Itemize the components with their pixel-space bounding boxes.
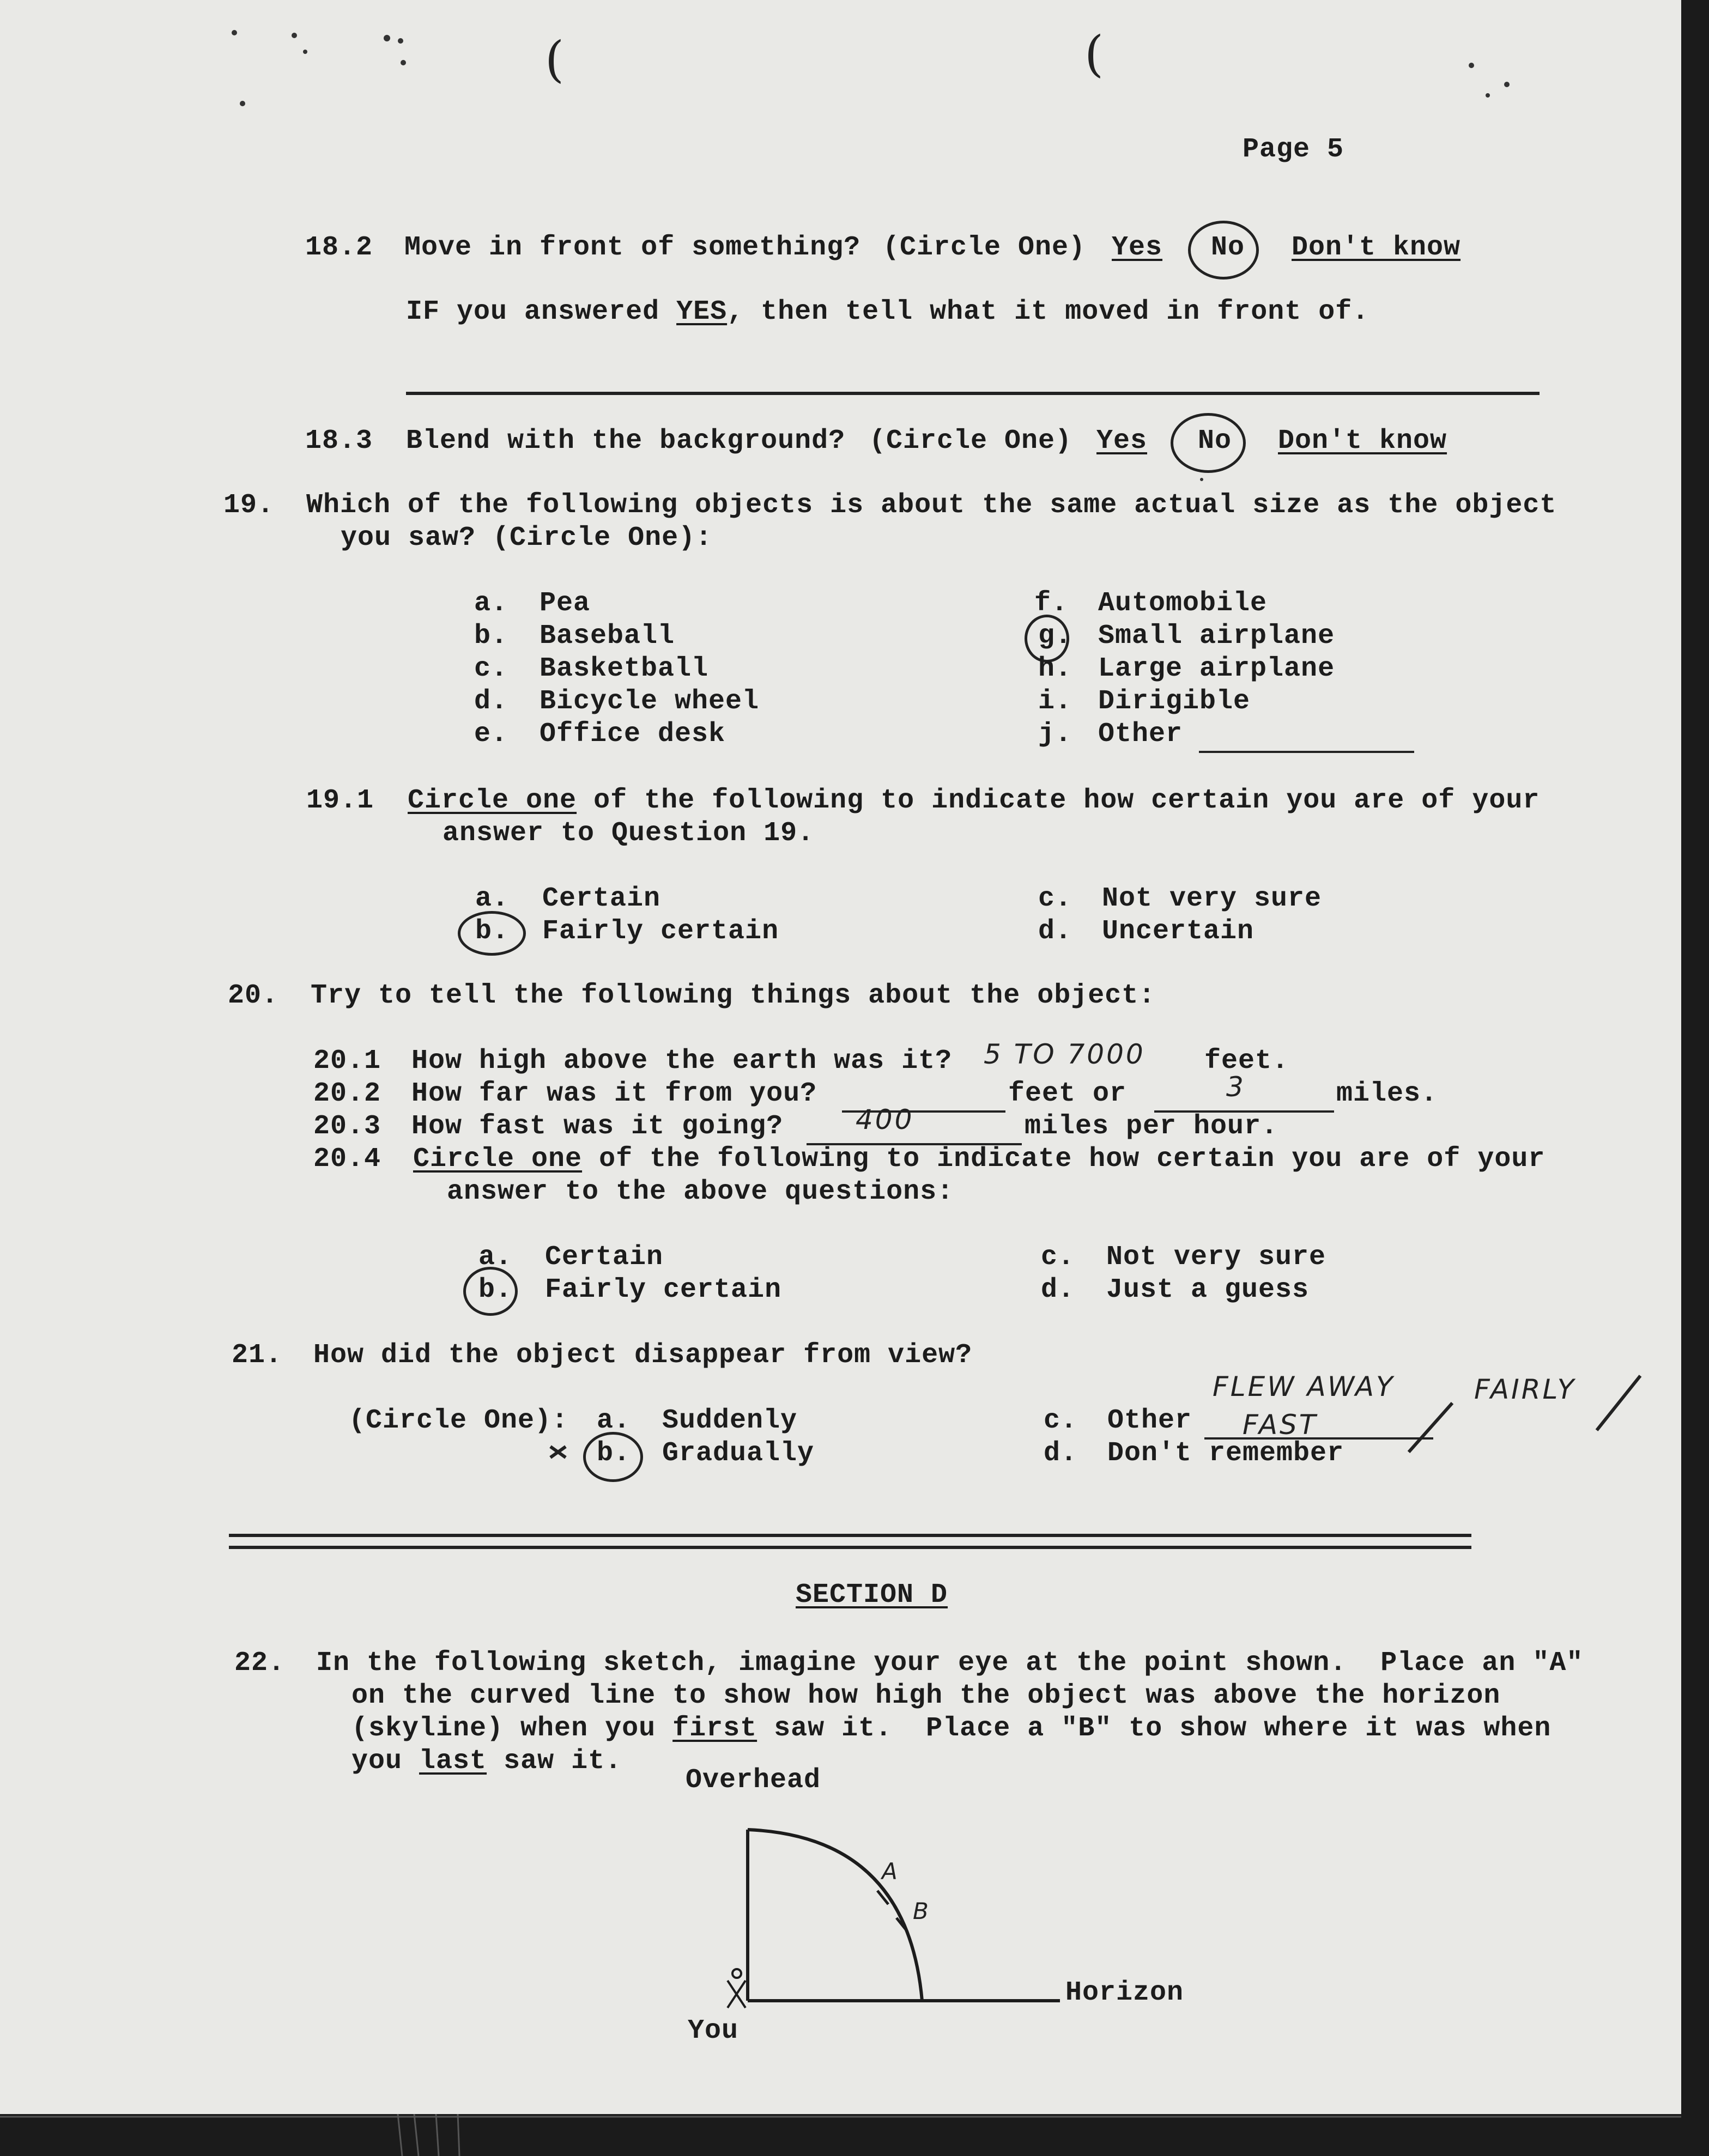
q18-2-option-yes[interactable]: Yes: [1112, 232, 1163, 263]
you-figure-head: [732, 1969, 741, 1978]
q22-line2: on the curved line to show how high the object was above the horizon: [352, 1680, 1501, 1711]
q20-4-letter-c: c.: [1041, 1242, 1075, 1273]
q19-option-baseball[interactable]: Baseball: [540, 621, 675, 652]
q19-1-line1: [408, 785, 1540, 817]
q22-line3-a: (skyline) when you: [352, 1713, 673, 1744]
page-number: Page 5: [1243, 134, 1344, 165]
q22-number: 22.: [234, 1648, 286, 1679]
q20-2-number: 20.2: [313, 1078, 381, 1109]
q19-option-other[interactable]: Other: [1098, 719, 1183, 750]
sketch-mark-b[interactable]: B: [913, 1898, 931, 1924]
q22-first: first: [672, 1713, 757, 1744]
q20-3-number: 20.3: [313, 1111, 381, 1142]
q19-option-bicycle-wheel[interactable]: Bicycle wheel: [540, 686, 760, 717]
q22-line4-you: you: [352, 1746, 420, 1777]
q21-letter-a: a.: [597, 1405, 631, 1436]
sketch-overhead-label: Overhead: [686, 1765, 821, 1796]
q20-4-option-just-a-guess[interactable]: Just a guess: [1106, 1274, 1310, 1305]
q19-option-pea[interactable]: Pea: [540, 588, 591, 619]
q20-4-number: 20.4: [313, 1144, 381, 1175]
q20-4-letter-d: d.: [1041, 1274, 1075, 1305]
q18-2-followup-prefix: IF you answered: [406, 296, 677, 327]
q20-4-line1: [413, 1143, 1545, 1176]
q18-3-option-no[interactable]: No: [1198, 426, 1232, 457]
q19-line2: you saw? (Circle One):: [341, 523, 713, 554]
q19-1-circle-one: Circle one: [408, 785, 577, 816]
q18-2-option-dont-know[interactable]: Don't know: [1292, 232, 1461, 263]
scan-mark-right: (: [1084, 26, 1104, 83]
q21-option-suddenly[interactable]: Suddenly: [662, 1405, 798, 1436]
q18-2-selection-circle: [1188, 221, 1259, 280]
q19-1-selection-circle: [458, 911, 526, 956]
q19-1-option-certain[interactable]: Certain: [542, 883, 661, 914]
q20-4-option-certain[interactable]: Certain: [545, 1242, 664, 1273]
q21-option-other[interactable]: Other: [1107, 1405, 1192, 1436]
q19-letter-f: f.: [1034, 588, 1069, 619]
q19-1-letter-a: a.: [475, 883, 510, 914]
q19-option-office-desk[interactable]: Office desk: [540, 719, 726, 750]
q20-3-answer[interactable]: 400: [856, 1104, 914, 1135]
q19-1-letter-d: d.: [1038, 916, 1072, 947]
q21-letter-b: b.: [597, 1438, 631, 1469]
q19-option-dirigible[interactable]: Dirigible: [1098, 686, 1251, 717]
q20-1-unit: feet.: [1204, 1046, 1289, 1077]
q18-2-instruction: (Circle One): [883, 232, 1086, 263]
q21-option-gradually[interactable]: Gradually: [662, 1438, 815, 1469]
sketch-you-label: You: [688, 2015, 739, 2046]
q19-option-large-airplane[interactable]: Large airplane: [1098, 653, 1335, 684]
q21-instruction: (Circle One):: [349, 1405, 569, 1436]
q21-other-answer-line2[interactable]: FAST: [1243, 1409, 1318, 1441]
q18-2-number: 18.2: [305, 232, 373, 263]
q19-option-basketball[interactable]: Basketball: [540, 653, 709, 684]
q21-text: How did the object disappear from view?: [313, 1340, 973, 1371]
q22-line3: [352, 1712, 1551, 1745]
q19-option-small-airplane[interactable]: Small airplane: [1098, 621, 1335, 652]
section-d-title: SECTION D: [796, 1580, 948, 1611]
q18-3-option-dont-know[interactable]: Don't know: [1278, 426, 1447, 457]
q18-2-followup-suffix: , then tell what it moved in front of.: [727, 296, 1369, 327]
q19-line1: Which of the following objects is about the same actual size as the object: [306, 490, 1557, 521]
sketch-mark-a[interactable]: A: [882, 1858, 900, 1885]
q18-2-followup: [406, 296, 1369, 329]
q19-letter-h: h.: [1038, 653, 1072, 684]
q19-option-automobile[interactable]: Automobile: [1098, 588, 1268, 619]
q22-line4: [352, 1745, 622, 1778]
q19-1-line2: answer to Question 19.: [443, 818, 815, 849]
q21-other-answer-extra[interactable]: FAIRLY: [1474, 1374, 1577, 1405]
q20-number: 20.: [228, 980, 279, 1011]
q19-number: 19.: [223, 490, 275, 521]
scan-mark-left: (: [545, 31, 565, 88]
q19-1-option-fairly-certain[interactable]: Fairly certain: [542, 916, 779, 947]
q20-4-circle-one: Circle one: [413, 1144, 583, 1175]
q20-1-number: 20.1: [313, 1046, 381, 1077]
q20-text: Try to tell the following things about the object:: [311, 980, 1156, 1011]
q20-1-answer[interactable]: 5 TO 7000: [984, 1038, 1146, 1070]
q21-selection-circle: [583, 1432, 643, 1482]
q20-3-text: How fast was it going?: [411, 1111, 784, 1142]
q20-4-letter-a: a.: [478, 1242, 513, 1273]
q19-1-option-uncertain[interactable]: Uncertain: [1102, 916, 1255, 947]
q19-letter-i: i.: [1038, 686, 1072, 717]
q20-4-option-not-very-sure[interactable]: Not very sure: [1106, 1242, 1326, 1273]
q19-1-number: 19.1: [306, 785, 374, 816]
q19-letter-c: c.: [474, 653, 508, 684]
q20-2-miles-answer[interactable]: 3: [1226, 1071, 1246, 1103]
q22-last: last: [419, 1746, 487, 1777]
q20-3-unit: miles per hour.: [1025, 1111, 1278, 1142]
q22-line3-b: saw it. Place a "B" to show where it was when: [757, 1713, 1552, 1744]
q20-2-miles-unit: miles.: [1336, 1078, 1438, 1109]
q18-3-option-yes[interactable]: Yes: [1096, 426, 1148, 457]
q22-line1: In the following sketch, imagine your eye at the point shown. Place an "A": [316, 1648, 1584, 1679]
q21-letter-c: c.: [1044, 1405, 1078, 1436]
q19-1-line1-rest: of the following to indicate how certain you are of your: [577, 785, 1540, 816]
q18-2-question: Move in front of something?: [404, 232, 861, 263]
q20-4-letter-b: b.: [478, 1274, 513, 1305]
q18-3-number: 18.3: [305, 426, 373, 457]
q21-other-answer-line1[interactable]: FLEW AWAY: [1213, 1371, 1395, 1402]
bottom-scan-edge: [0, 2114, 1681, 2156]
q19-letter-j: j.: [1038, 719, 1072, 750]
sketch-horizon-label: Horizon: [1065, 1977, 1184, 2008]
q19-letter-g: g.: [1038, 621, 1072, 652]
q18-3-instruction: (Circle One): [869, 426, 1072, 457]
q18-2-followup-keyword: YES: [676, 296, 728, 327]
q21-option-dont-remember[interactable]: Don't remember: [1107, 1438, 1344, 1469]
q19-1-letter-b: b.: [475, 916, 510, 947]
q18-2-option-no[interactable]: No: [1211, 232, 1245, 263]
q21-letter-d: d.: [1044, 1438, 1078, 1469]
q22-line4-rest: saw it.: [487, 1746, 622, 1777]
q19-letter-a: a.: [474, 588, 508, 619]
q20-4-line2: answer to the above questions:: [447, 1176, 954, 1207]
q19-letter-b: b.: [474, 621, 508, 652]
q19-1-option-not-very-sure[interactable]: Not very sure: [1102, 883, 1322, 914]
q19-1-letter-c: c.: [1038, 883, 1072, 914]
q19-other-blank[interactable]: [1199, 751, 1414, 753]
q19-letter-e: e.: [474, 719, 508, 750]
q20-4-selection-circle: [463, 1267, 518, 1316]
q20-2-text: How far was it from you?: [411, 1078, 817, 1109]
q20-1-text: How high above the earth was it?: [411, 1046, 953, 1077]
q21-number: 21.: [232, 1340, 283, 1371]
q20-2-feet-unit: feet or: [1008, 1078, 1127, 1109]
q20-4-line1-rest: of the following to indicate how certain you are of your: [582, 1144, 1546, 1175]
q18-3-selection-circle: [1171, 413, 1246, 473]
q18-3-question: Blend with the background?: [406, 426, 846, 457]
q19-letter-d: d.: [474, 686, 508, 717]
q20-4-option-fairly-certain[interactable]: Fairly certain: [545, 1274, 782, 1305]
